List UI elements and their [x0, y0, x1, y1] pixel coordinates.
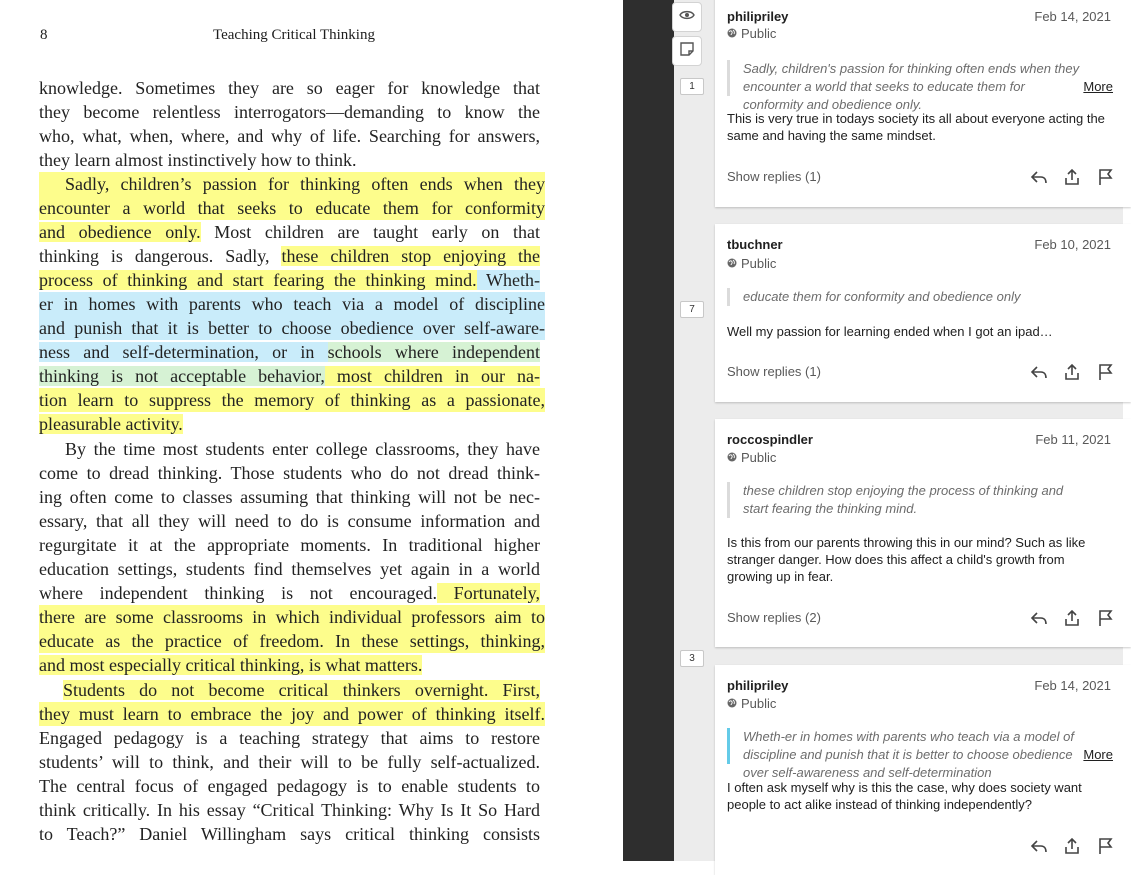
eye-icon — [679, 7, 695, 28]
share-icon[interactable] — [1062, 167, 1082, 187]
annotation-date[interactable]: Feb 10, 2021 — [1034, 237, 1111, 252]
more-link[interactable]: More — [1080, 746, 1113, 764]
text-line: they learn almost instinctively how to think. — [39, 150, 357, 170]
highlighted-line[interactable]: er in homes with parents who teach via a model of discipline — [39, 294, 545, 314]
annotation-body: Well my passion for learning ended when I got an ipad… — [727, 324, 1053, 339]
running-head: Teaching Critical Thinking — [213, 27, 375, 43]
privacy-label: Public — [727, 696, 776, 711]
text-line — [39, 364, 540, 388]
highlight-green[interactable]: thinking is not acceptable behavior, — [39, 366, 325, 386]
text-line — [39, 678, 540, 702]
annotation-actions — [1029, 167, 1115, 187]
text-line: By the time most students enter college classrooms, they have — [65, 439, 540, 459]
highlighted-line[interactable]: they must learn to embrace the joy and power of thinking itself. — [39, 704, 545, 724]
text-line: regurgitate it at the appropriate moments. In traditional higher — [39, 535, 540, 555]
annotation-date[interactable]: Feb 11, 2021 — [1035, 432, 1111, 447]
text-line — [39, 412, 540, 436]
reply-icon[interactable] — [1029, 836, 1049, 856]
privacy-label: Public — [727, 450, 776, 465]
text-line: to Teach?” Daniel Willingham says critical thinking consists — [39, 824, 540, 844]
text-line: and obedience only. Most children are taught early on that — [39, 222, 541, 242]
new-page-note-button[interactable] — [672, 36, 702, 66]
reply-icon[interactable] — [1029, 167, 1049, 187]
annotation-card[interactable] — [715, 419, 1131, 647]
highlighted-line[interactable]: encounter a world that seeks to educate them for conformity — [39, 198, 545, 218]
toggle-highlights-button[interactable] — [672, 2, 702, 32]
page-number: 8 — [40, 27, 48, 43]
highlighted-line[interactable]: educate as the practice of freedom. In these settings, thinking, — [39, 631, 545, 651]
globe-icon — [727, 450, 737, 465]
text-line: think critically. In his essay “Critical Thinking: Why Is It So Hard — [39, 800, 540, 820]
text-line: The central focus of engaged pedagogy is to enable students to — [39, 776, 540, 796]
text-line: they become relentless interrogators—demanding to know the — [39, 102, 540, 122]
highlight-yellow[interactable]: First, — [488, 680, 541, 700]
flag-icon[interactable] — [1095, 608, 1115, 628]
annotation-username[interactable]: tbuchner — [727, 237, 783, 252]
text-line — [39, 653, 540, 677]
show-replies-link[interactable]: Show replies (2) — [727, 610, 821, 625]
highlight-yellow[interactable]: and most especially critical thinking, is what matters. — [39, 655, 423, 675]
annotation-count-bucket[interactable]: 7 — [680, 301, 704, 318]
annotation-card[interactable] — [715, 665, 1131, 875]
reply-icon[interactable] — [1029, 362, 1049, 382]
highlight-blue[interactable]: ness and self-determination, or in — [39, 342, 328, 362]
annotation-card[interactable] — [715, 224, 1131, 402]
globe-icon — [727, 696, 737, 711]
highlight-yellow[interactable]: pleasurable activity. — [39, 414, 183, 434]
annotation-toolbar — [674, 0, 714, 861]
highlight-yellow[interactable]: these children stop enjoying the — [281, 246, 540, 266]
annotation-actions — [1029, 836, 1115, 856]
text-line: ing often come to classes assuming that thinking will not be nec- — [39, 487, 540, 507]
highlight-yellow[interactable]: process of thinking and start fearing the thinking mind. — [39, 270, 477, 290]
annotation-quote: these children stop enjoying the process of thinking and start fearing the thinking mind. — [727, 482, 1113, 518]
text-line: essary, that all they will need to do is consume information and — [39, 511, 540, 531]
annotation-date[interactable]: Feb 14, 2021 — [1034, 9, 1111, 24]
text-line: come to dread thinking. Those students who do not dread think- — [39, 463, 540, 483]
privacy-label: Public — [727, 26, 776, 41]
annotation-actions — [1029, 362, 1115, 382]
highlight-yellow[interactable]: Students do not become critical thinkers overnight. — [63, 680, 489, 700]
text-line: students’ will to think, and their will to be fully self-actualized. — [39, 752, 540, 772]
text-line — [39, 340, 540, 364]
text-line: who, what, when, where, and why of life. Searching for answers, — [39, 126, 540, 146]
highlight-blue[interactable]: Wheth- — [476, 270, 540, 290]
share-icon[interactable] — [1062, 362, 1082, 382]
text-line: knowledge. Sometimes they are so eager for knowledge that — [39, 78, 540, 98]
text-line: education settings, students find themselves yet again in a world — [39, 559, 540, 579]
highlighted-line[interactable]: Sadly, children’s passion for thinking often ends when they — [39, 172, 545, 196]
annotation-card[interactable] — [715, 0, 1131, 207]
text-line: where independent thinking is not encouraged. Fortunately, — [39, 583, 540, 603]
show-replies-link[interactable]: Show replies (1) — [727, 364, 821, 379]
annotation-actions — [1029, 608, 1115, 628]
annotation-username[interactable]: roccospindler — [727, 432, 813, 447]
text-line — [39, 268, 540, 292]
highlight-yellow[interactable]: most children in our na- — [324, 366, 541, 386]
text-line: thinking is dangerous. Sadly, these children stop enjoying the — [39, 246, 540, 266]
annotation-body: Is this from our parents throwing this in our mind? Such as like stranger danger. How does this affect a child's growth from growing up in fear. — [727, 535, 1086, 584]
reply-icon[interactable] — [1029, 608, 1049, 628]
text-line: Engaged pedagogy is a teaching strategy that aims to restore — [39, 728, 540, 748]
annotation-count-bucket[interactable]: 1 — [680, 78, 704, 95]
flag-icon[interactable] — [1095, 362, 1115, 382]
annotation-quote: Wheth-er in homes with parents who teach via a model of discipline and punish that it is better to choose obedience over self-awareness and self-determination More — [727, 728, 1113, 764]
highlight-yellow[interactable]: and obedience only. — [39, 222, 201, 242]
flag-icon[interactable] — [1095, 167, 1115, 187]
flag-icon[interactable] — [1095, 836, 1115, 856]
annotation-username[interactable]: philipriley — [727, 9, 789, 24]
highlighted-line[interactable]: and punish that it is better to choose obedience over self-aware- — [39, 318, 545, 338]
annotation-count-bucket[interactable]: 3 — [680, 650, 704, 667]
annotation-username[interactable]: philipriley — [727, 678, 789, 693]
highlighted-line[interactable]: there are some classrooms in which individual professors aim to — [39, 607, 545, 627]
globe-icon — [727, 256, 737, 271]
highlight-yellow[interactable]: Fortunately, — [436, 583, 540, 603]
privacy-label: Public — [727, 256, 776, 271]
annotation-sidebar[interactable] — [714, 0, 1123, 861]
annotation-quote: educate them for conformity and obedience only — [727, 288, 1113, 306]
annotation-quote: Sadly, children's passion for thinking often ends when they encounter a world that seeks to educate them for conformity and obedience only. More — [727, 60, 1113, 96]
annotation-date[interactable]: Feb 14, 2021 — [1034, 678, 1111, 693]
share-icon[interactable] — [1062, 836, 1082, 856]
highlight-green[interactable]: schools where independent — [327, 342, 540, 362]
highlighted-line[interactable]: tion learn to suppress the memory of thinking as a passionate, — [39, 390, 545, 410]
more-link[interactable]: More — [1080, 78, 1113, 96]
note-icon — [679, 41, 695, 62]
show-replies-link[interactable]: Show replies (1) — [727, 169, 821, 184]
annotation-body: This is very true in todays society its all about everyone acting the same and having the same mindset. — [727, 111, 1105, 143]
annotation-body: I often ask myself why is this the case, why does society want people to act alike instead of thinking independently? — [727, 780, 1082, 812]
globe-icon — [727, 26, 737, 41]
share-icon[interactable] — [1062, 608, 1082, 628]
